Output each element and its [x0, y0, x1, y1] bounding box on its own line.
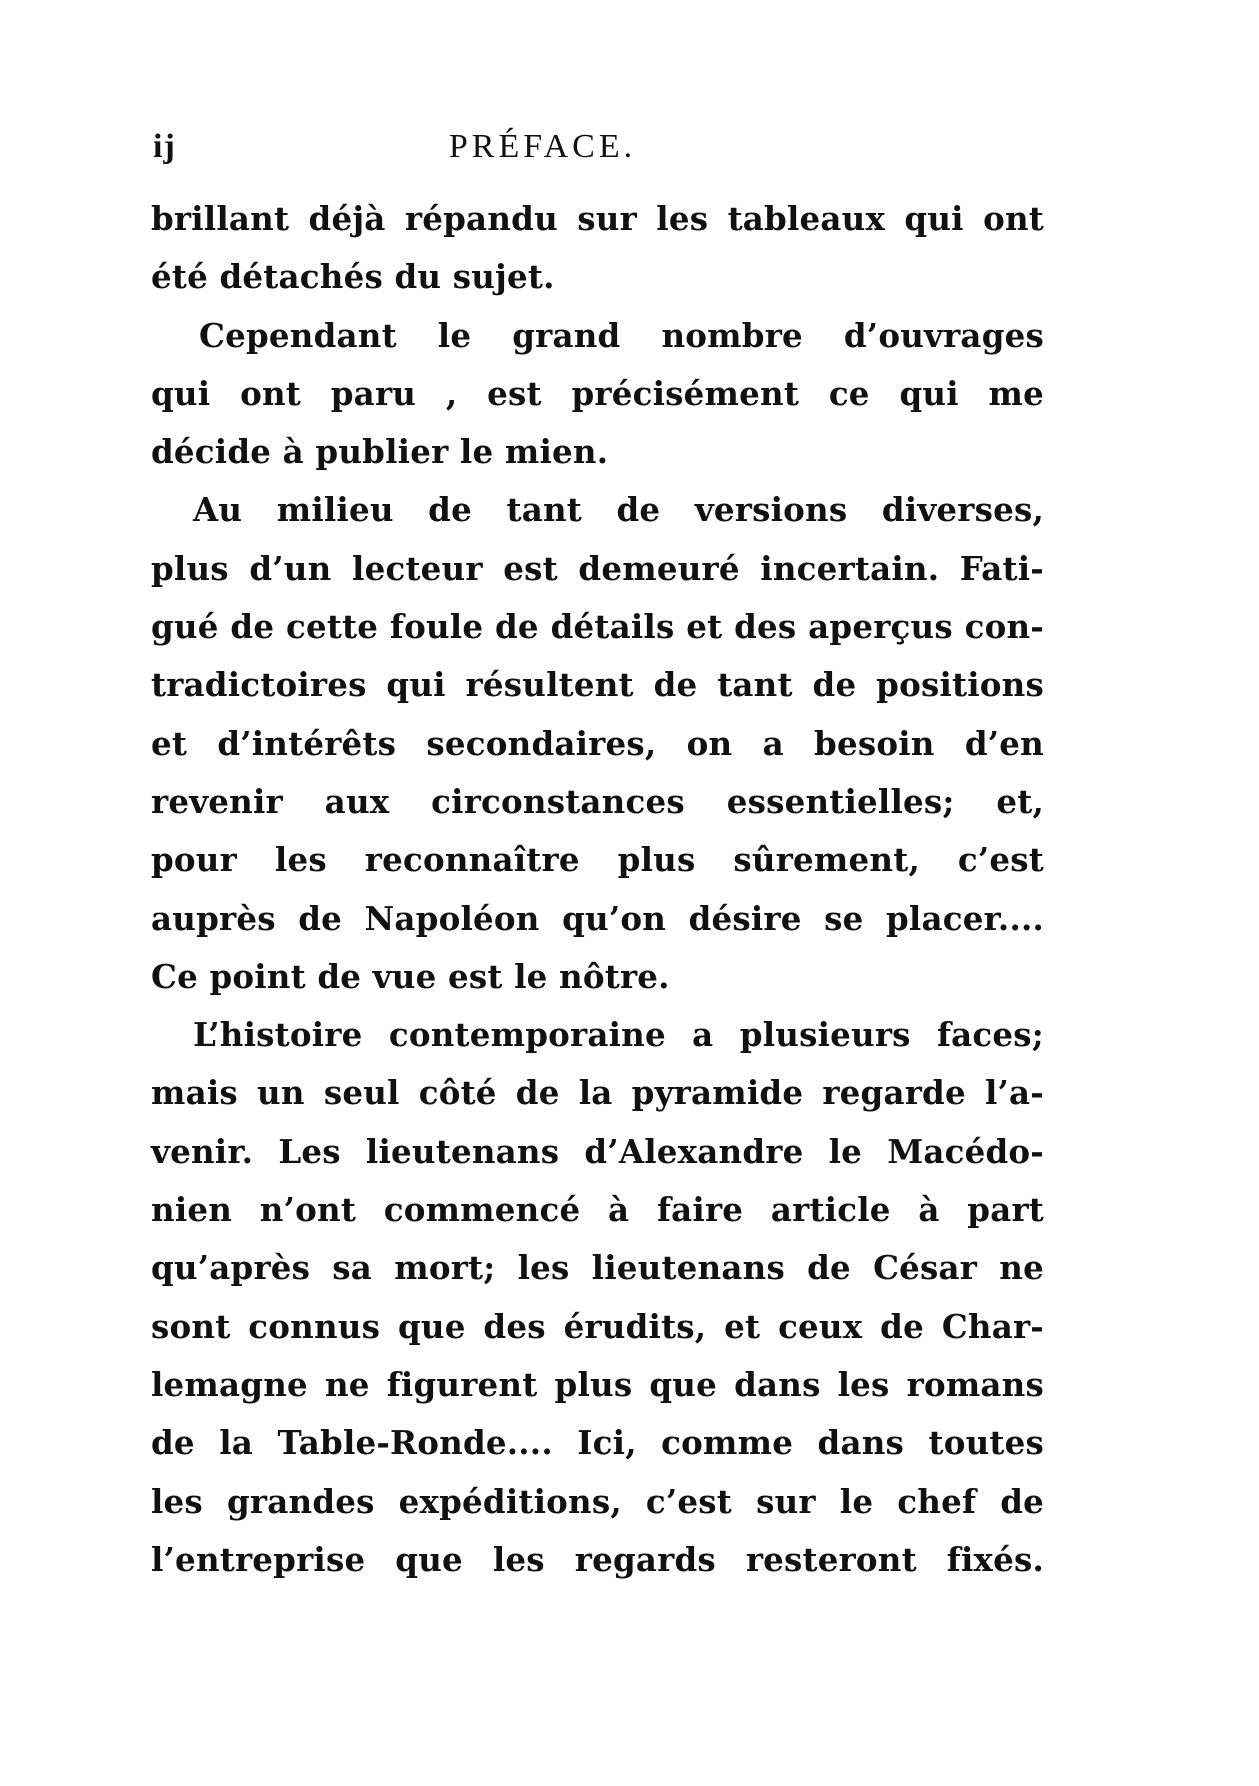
- text-line: gué de cette foule de détails et des aperçus con-: [151, 607, 1044, 647]
- text-line: brillant déjà répandu sur les tableaux qui ont: [151, 199, 1044, 238]
- text-line: de la Table-Ronde.... Ici, comme dans toutes: [151, 1423, 1044, 1463]
- text-line: lemagne ne figurent plus que dans les romans: [151, 1364, 1044, 1404]
- text-line: venir. Les lieutenans d’Alexandre le Macédo-: [151, 1131, 1044, 1171]
- text-line: les grandes expéditions, c’est sur le chef de: [151, 1481, 1044, 1521]
- page-header: [151, 128, 1044, 178]
- text-line: plus d’un lecteur est demeuré incertain. Fati-: [151, 548, 1044, 588]
- text-line: qui ont paru , est précisément ce qui me: [151, 373, 1044, 413]
- text-line: décide à publier le mien.: [151, 432, 609, 472]
- text-line: mais un seul côté de la pyramide regarde l’a-: [151, 1073, 1044, 1113]
- text-line: tradictoires qui résultent de tant de positions: [151, 665, 1044, 705]
- text-line: Cependant le grand nombre d’ouvrages: [199, 315, 1044, 355]
- text-line: l’entreprise que les regards resteront fixés.: [151, 1539, 1044, 1579]
- text-line: et d’intérêts secondaires, on a besoin d’en: [151, 723, 1044, 763]
- text-line: pour les reconnaître plus sûrement, c’est: [151, 840, 1044, 880]
- text-line: auprès de Napoléon qu’on désire se placer....: [151, 898, 1044, 938]
- text-line: Au milieu de tant de versions diverses,: [193, 490, 1044, 530]
- body-text: [151, 190, 1044, 1589]
- text-line: été détachés du sujet.: [151, 257, 555, 297]
- text-line: L’histoire contemporaine a plusieurs faces;: [193, 1015, 1044, 1055]
- text-line: revenir aux circonstances essentielles; et,: [151, 781, 1044, 821]
- text-line: Ce point de vue est le nôtre.: [151, 956, 670, 996]
- running-title: PRÉFACE.: [448, 128, 637, 165]
- text-line: sont connus que des érudits, et ceux de Char-: [151, 1306, 1044, 1346]
- text-line: qu’après sa mort; les lieutenans de César ne: [151, 1248, 1044, 1288]
- page-number: ij: [153, 128, 176, 165]
- text-line: nien n’ont commencé à faire article à part: [151, 1190, 1044, 1230]
